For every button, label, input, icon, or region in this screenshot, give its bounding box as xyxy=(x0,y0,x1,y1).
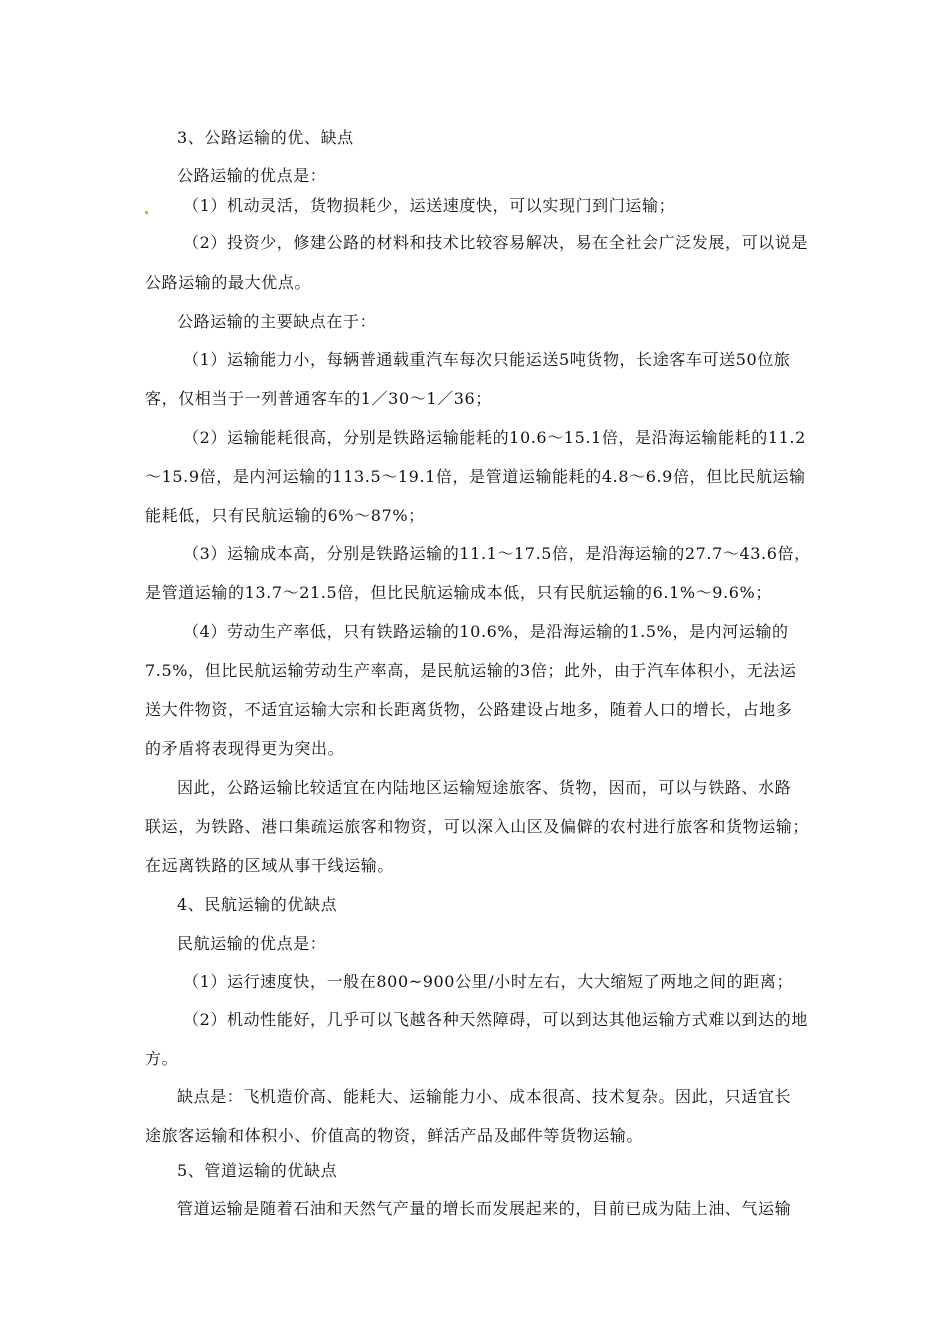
paragraph-line: 联运，为铁路、港口集疏运旅客和物资，可以深入山区及偏僻的农村进行旅客和货物运输； xyxy=(145,817,810,836)
paragraph-line: 管道运输是随着石油和天然气产量的增长而发展起来的，目前已成为陆上油、气运输 xyxy=(177,1199,792,1218)
section-heading-pipeline: 5、管道运输的优缺点 xyxy=(177,1161,338,1180)
paragraph-line: 送大件物资，不适宜运输大宗和长距离货物，公路建设占地多，随着人口的增长，占地多 xyxy=(145,700,793,719)
paragraph-line: 途旅客运输和体积小、价值高的物资，鲜活产品及邮件等货物运输。 xyxy=(145,1126,644,1145)
paragraph-line: （2）投资少，修建公路的材料和技术比较容易解决，易在全社会广泛发展，可以说是 xyxy=(183,233,808,252)
paragraph-line: 缺点是：飞机造价高、能耗大、运输能力小、成本很高、技术复杂。因此，只适宜长 xyxy=(177,1087,792,1106)
paragraph-line: （1）运输能力小，每辆普通载重汽车每次只能运送5吨货物，长途客车可送50位旅 xyxy=(183,350,791,369)
paragraph-line: 客，仅相当于一列普通客车的1／30～1／36； xyxy=(145,389,492,408)
paragraph-line: 公路运输的最大优点。 xyxy=(145,273,312,292)
paragraph-line: （1）运行速度快，一般在800~900公里/小时左右，大大缩短了两地之间的距离； xyxy=(183,972,794,991)
paragraph-line: 是管道运输的13.7～21.5倍，但比民航运输成本低，只有民航运输的6.1%～9.6%； xyxy=(145,583,772,602)
paragraph-line: （3）运输成本高，分别是铁路运输的11.1～17.5倍，是沿海运输的27.7～43.6倍， xyxy=(183,544,811,563)
paragraph-line: 方。 xyxy=(145,1049,179,1068)
paragraph-line: 公路运输的优点是： xyxy=(177,166,327,185)
paragraph-line: （4）劳动生产率低，只有铁路运输的10.6%，是沿海运输的1.5%，是内河运输的 xyxy=(183,622,789,641)
paragraph-line: 因此，公路运输比较适宜在内陆地区运输短途旅客、货物，因而，可以与铁路、水路 xyxy=(177,778,792,797)
paragraph-line: 公路运输的主要缺点在于： xyxy=(177,312,377,331)
section-heading-aviation: 4、民航运输的优缺点 xyxy=(177,895,338,914)
paragraph-line: ～15.9倍，是内河运输的113.5～19.1倍，是管道运输能耗的4.8～6.9倍，但比民航运输 xyxy=(145,467,806,486)
margin-mark xyxy=(145,211,148,214)
paragraph-line: （2）机动性能好，几乎可以飞越各种天然障碍，可以到达其他运输方式难以到达的地 xyxy=(183,1010,808,1029)
paragraph-line: 的矛盾将表现得更为突出。 xyxy=(145,739,345,758)
paragraph-line: 能耗低，只有民航运输的6%～87%； xyxy=(145,506,425,525)
paragraph-line: 民航运输的优点是： xyxy=(177,934,327,953)
paragraph-line: （1）机动灵活，货物损耗少，运送速度快，可以实现门到门运输； xyxy=(183,196,676,215)
paragraph-line: 7.5%，但比民航运输劳动生产率高，是民航运输的3倍；此外，由于汽车体积小，无法运 xyxy=(145,661,797,680)
paragraph-line: （2）运输能耗很高，分别是铁路运输能耗的10.6～15.1倍，是沿海运输能耗的11.2 xyxy=(183,428,806,447)
paragraph-line: 在远离铁路的区域从事干线运输。 xyxy=(145,856,395,875)
section-heading-highway: 3、公路运输的优、缺点 xyxy=(177,128,354,147)
